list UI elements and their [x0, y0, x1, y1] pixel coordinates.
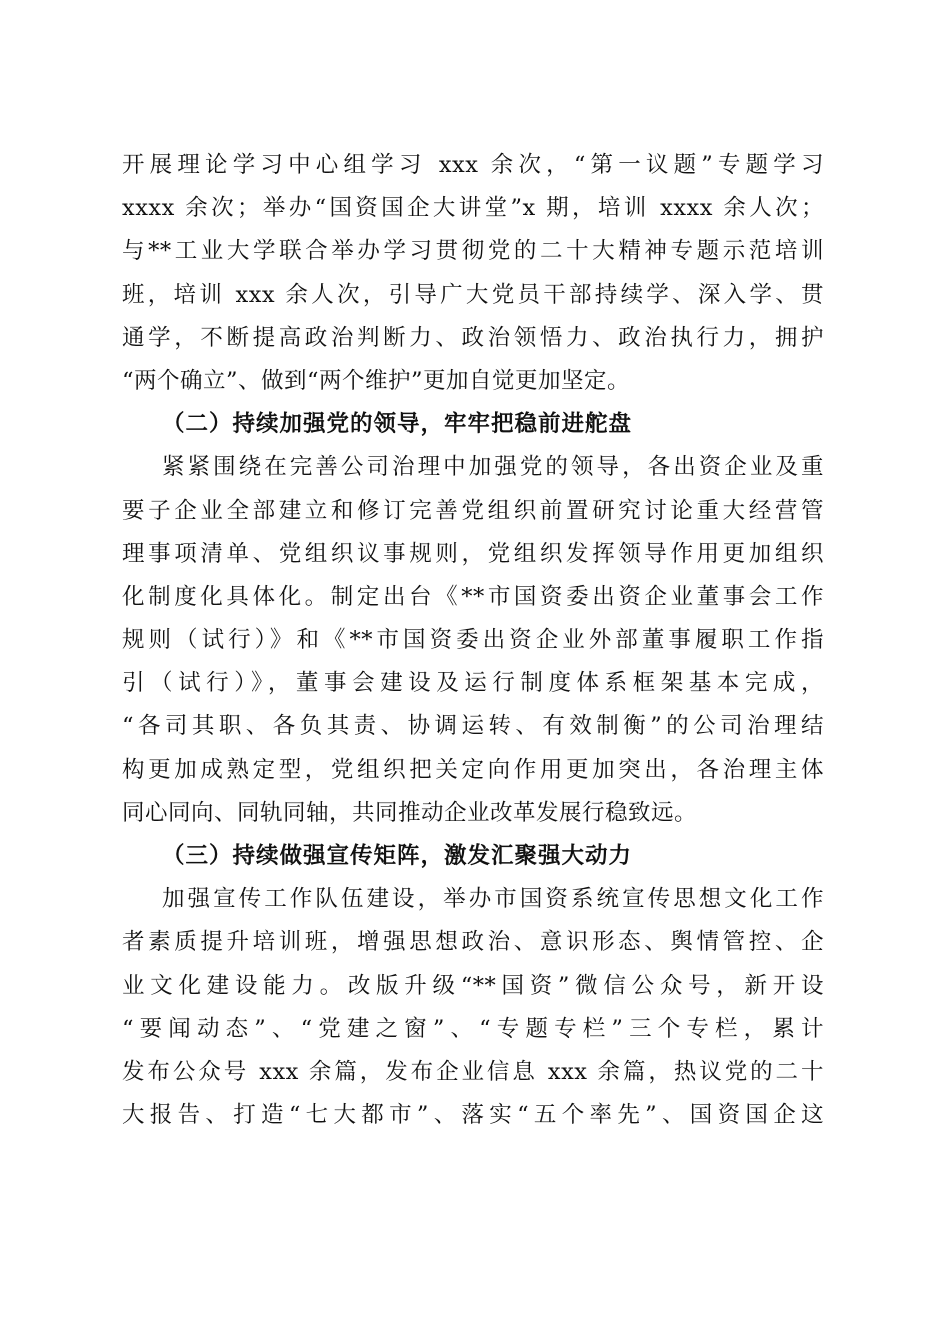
text-line: 引（试行）》，董事会建设及运行制度体系框架基本完成， — [122, 670, 824, 697]
text-line: 理事项清单、党组织议事规则，党组织发挥领导作用更加组织 — [122, 540, 824, 567]
section-heading-3: （三）持续做强宣传矩阵，激发汇聚强大动力 — [162, 843, 633, 869]
text-line: 构更加成熟定型，党组织把关定向作用更加突出，各治理主体 — [122, 756, 824, 783]
paragraph-publicity — [122, 878, 824, 1137]
text-line: 发布公众号 xxx 余篇，发布企业信息 xxx 余篇，热议党的二十 — [122, 1058, 824, 1085]
text-line: 大报告、打造“七大都市”、落实“五个率先”、国资国企这 — [122, 1102, 824, 1129]
text-line: 化制度化具体化。制定出台《**市国资委出资企业董事会工作 — [122, 583, 824, 610]
text-line: 要子企业全部建立和修订完善党组织前置研究讨论重大经营管 — [122, 497, 824, 524]
text-line: 紧紧围绕在完善公司治理中加强党的领导，各出资企业及重 — [162, 454, 824, 481]
text-line: “两个确立”、做到“两个维护”更加自觉更加坚定。 — [122, 367, 631, 394]
text-line: 者素质提升培训班，增强思想政治、意识形态、舆情管控、企 — [122, 929, 824, 956]
text-line: 规则（试行）》和《**市国资委出资企业外部董事履职工作指 — [122, 627, 824, 654]
text-line: 开展理论学习中心组学习 xxx 余次，“第一议题”专题学习 — [122, 152, 824, 178]
paragraph-party-leadership — [122, 446, 824, 835]
document-body — [122, 144, 824, 1137]
section-heading-2: （二）持续加强党的领导，牢牢把稳前进舵盘 — [162, 411, 633, 438]
text-line: 班，培训 xxx 余人次，引导广大党员干部持续学、深入学、贯 — [122, 281, 824, 308]
paragraph-study — [122, 144, 824, 403]
text-line: 业文化建设能力。改版升级“**国资”微信公众号，新开设 — [122, 972, 824, 999]
text-line: “各司其职、各负其责、协调运转、有效制衡”的公司治理结 — [122, 713, 824, 740]
text-line: 加强宣传工作队伍建设，举办市国资系统宣传思想文化工作 — [162, 886, 824, 913]
text-line: xxxx 余次；举办“国资国企大讲堂”x 期，培训 xxxx 余人次； — [122, 195, 824, 222]
text-line: 同心同向、同轨同轴，共同推动企业改革发展行稳致远。 — [122, 799, 698, 826]
text-line: 通学，不断提高政治判断力、政治领悟力、政治执行力，拥护 — [122, 324, 824, 351]
text-line: “要闻动态”、“党建之窗”、“专题专栏”三个专栏，累计 — [122, 1015, 824, 1042]
text-line: 与**工业大学联合举办学习贯彻党的二十大精神专题示范培训 — [122, 238, 824, 265]
